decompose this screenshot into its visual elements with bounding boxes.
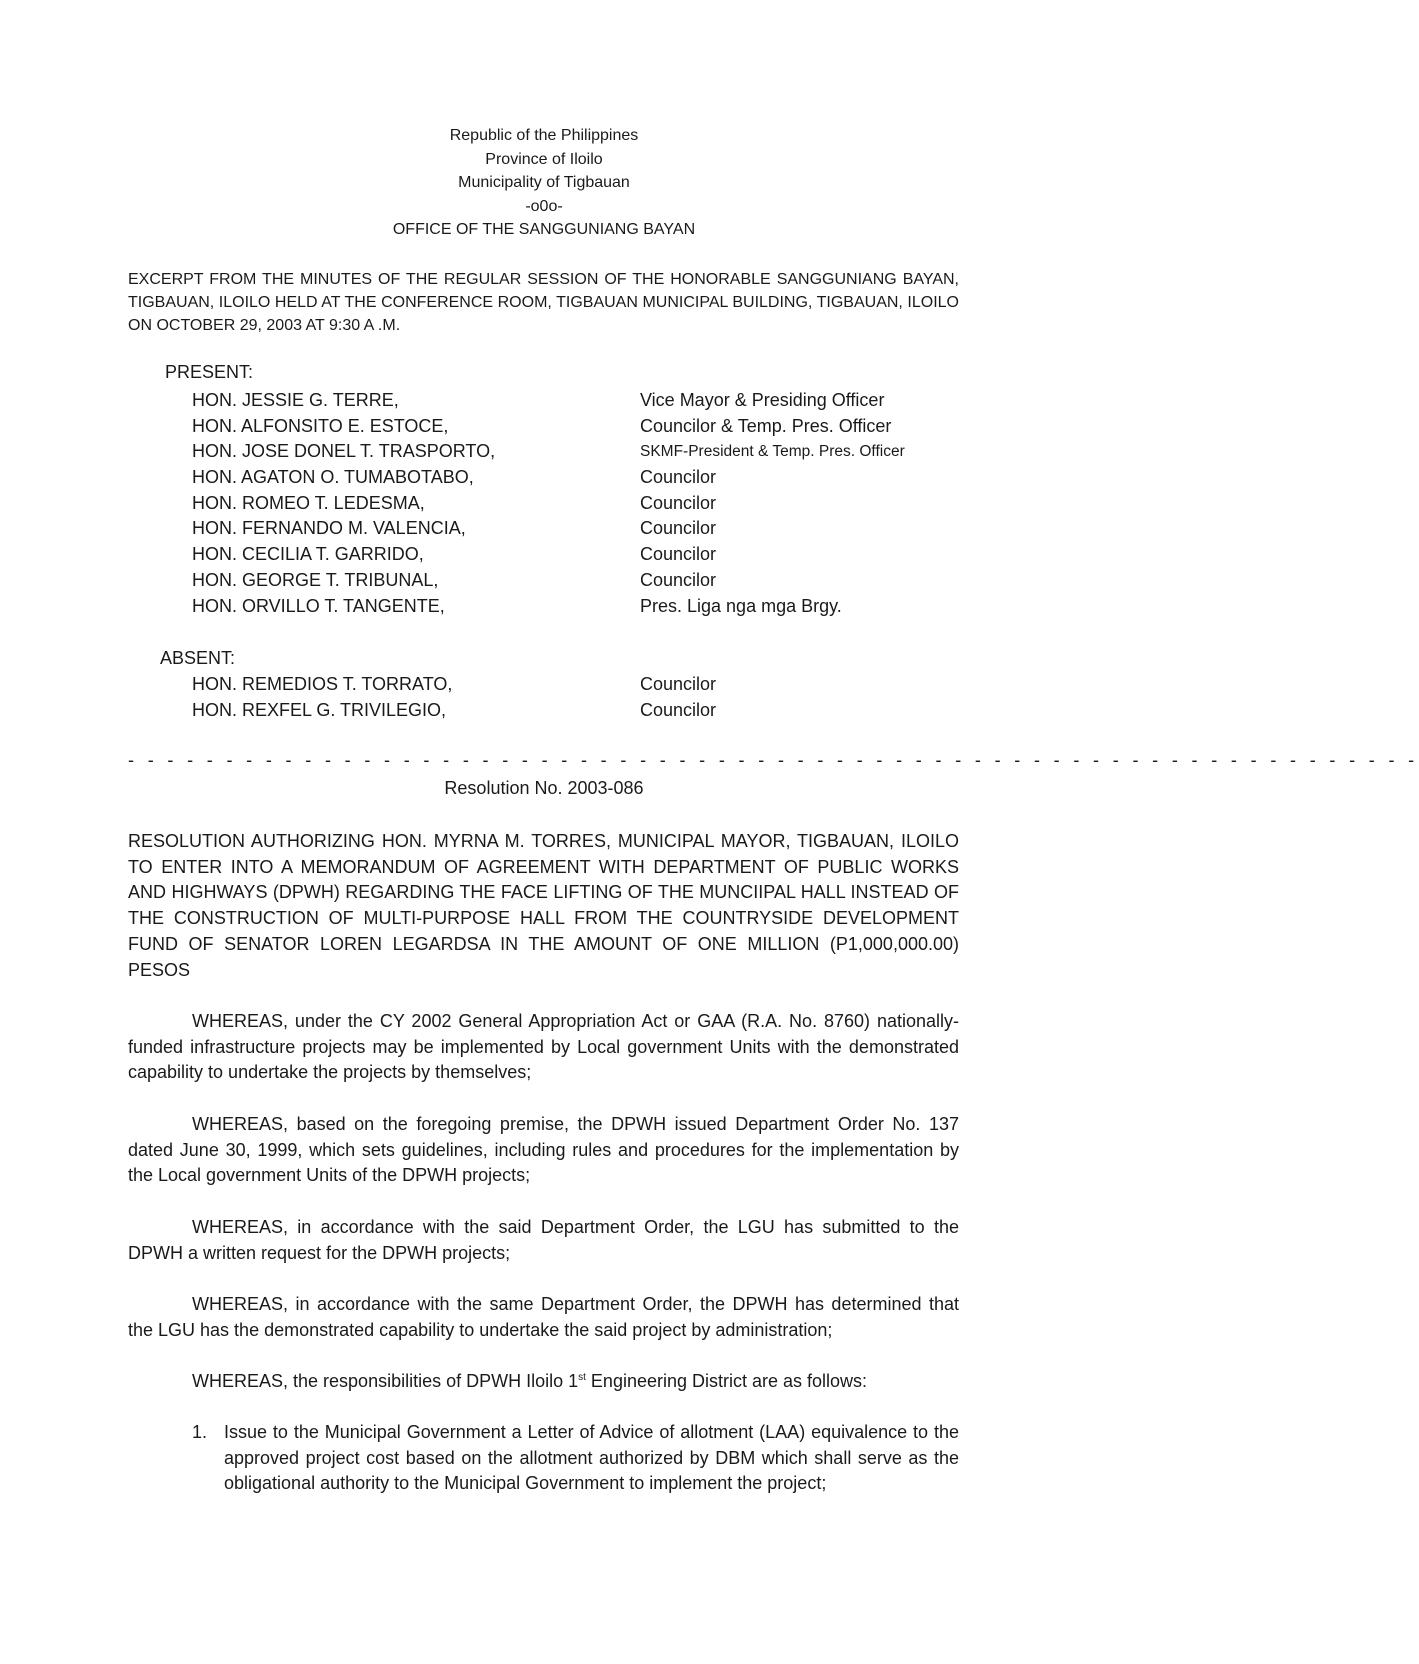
whereas-paragraph: WHEREAS, in accordance with the same Department Order, the DPWH has determined that the LGU has the demonstrated capability to undertake the said project by administration; — [128, 1294, 959, 1340]
numbered-item — [192, 1420, 959, 1497]
absent-label: ABSENT: — [160, 648, 236, 668]
dashed-separator: - - - - - - - - - - - - - - - - - - - - - - - - - - - - - - - - - - - - - - - - - - - - - - - - - - - - - - - - - - - - - - - - - - — [128, 750, 1419, 770]
present-label: PRESENT: — [165, 362, 254, 382]
item-text: Issue to the Municipal Government a Letter of Advice of allotment (LAA) equivalence to the approved project cost based on the allotment authorized by DBM which shall serve as the obligational authority to the Municipal Government to implement the project; — [224, 1422, 959, 1494]
attendee-role: Vice Mayor & Presiding Officer — [640, 390, 885, 410]
whereas-paragraph — [128, 1369, 959, 1395]
attendee-name: HON. ORVILLO T. TANGENTE, — [192, 595, 445, 616]
attendee-role: Councilor — [640, 544, 717, 565]
attendee-name: HON. JOSE DONEL T. TRASPORTO, — [192, 441, 496, 462]
attendee-row — [192, 516, 952, 542]
attendee-name: HON. ROMEO T. LEDESMA, — [192, 492, 425, 513]
attendee-name: HON. CECILIA T. GARRIDO, — [192, 544, 424, 565]
attendee-row — [192, 388, 952, 414]
attendee-row — [192, 594, 952, 620]
attendee-row — [192, 542, 952, 568]
resolution-title: RESOLUTION AUTHORIZING HON. MYRNA M. TORRES, MUNICIPAL MAYOR, TIGBAUAN, ILOILO TO ENTER INTO A MEMORANDUM OF AGREEMENT WITH DEPARTMENT OF PUBLIC WORKS AND HIGHWAYS (DPWH) REGARDING THE FACE LIFTING OF THE MUNCIIPAL HALL INSTEAD OF THE CONSTRUCTION OF MULTI-PURPOSE HALL FROM THE COUNTRYSIDE DEVELOPMENT FUND OF SENATOR LOREN LEGARDSA IN THE AMOUNT OF ONE MILLION (P1,000,000.00) PESOS — [128, 831, 959, 980]
absentee-role: Councilor — [640, 674, 717, 694]
whereas-text: WHEREAS, the responsibilities of DPWH Iloilo 1 — [192, 1371, 579, 1391]
minutes-excerpt: EXCERPT FROM THE MINUTES OF THE REGULAR SESSION OF THE HONORABLE SANGGUNIANG BAYAN, TIGBAUAN, ILOILO HELD AT THE CONFERENCE ROOM, TIGBAUAN MUNICIPAL BUILDING, TIGBAUAN, ILOILO ON OCTOBER 29, 2003 AT 9:30 A .M. — [128, 271, 959, 334]
whereas-paragraph: WHEREAS, under the CY 2002 General Appropriation Act or GAA (R.A. No. 8760) nationally-funded infrastructure projects may be implemented by Local government Units with the demonstrated capability to undertake the projects by themselves; — [128, 1011, 959, 1083]
attendee-name: HON. ALFONSITO E. ESTOCE, — [192, 415, 449, 436]
attendee-role: Councilor — [640, 569, 717, 590]
item-number: 1. — [192, 1422, 208, 1442]
attendee-name: HON. AGATON O. TUMABOTABO, — [192, 467, 474, 488]
header-province: Province of Iloilo — [485, 150, 603, 168]
attendee-name: HON. JESSIE G. TERRE, — [192, 390, 399, 410]
attendee-role: Councilor — [640, 492, 717, 513]
letterhead — [0, 124, 1088, 242]
header-municipality: Municipality of Tigbauan — [458, 174, 630, 191]
absentee-row — [192, 672, 952, 698]
absentee-role: Councilor — [640, 699, 717, 720]
absent-list — [192, 672, 952, 723]
attendee-row — [192, 414, 952, 440]
header-ornament: -o0o- — [525, 197, 563, 215]
attendee-role: Councilor — [640, 518, 717, 539]
header-republic: Republic of the Philippines — [449, 127, 639, 144]
attendee-role: SKMF-President & Temp. Pres. Officer — [640, 443, 905, 461]
attendee-row — [192, 465, 952, 491]
whereas-text-end: Engineering District are as follows: — [585, 1371, 868, 1391]
header-office: OFFICE OF THE SANGGUNIANG BAYAN — [392, 221, 696, 238]
absentee-row — [192, 698, 952, 724]
attendee-name: HON. FERNANDO M. VALENCIA, — [192, 518, 466, 539]
attendee-row — [192, 568, 952, 594]
attendee-role: Councilor & Temp. Pres. Officer — [640, 415, 892, 436]
absentee-name: HON. REMEDIOS T. TORRATO, — [192, 674, 453, 694]
present-list — [192, 388, 952, 619]
attendee-role: Pres. Liga nga mga Brgy. — [640, 595, 842, 616]
attendee-name: HON. GEORGE T. TRIBUNAL, — [192, 569, 439, 590]
absentee-name: HON. REXFEL G. TRIVILEGIO, — [192, 699, 447, 720]
attendee-role: Councilor — [640, 467, 717, 488]
resolution-number: Resolution No. 2003-086 — [444, 778, 644, 798]
whereas-paragraph: WHEREAS, in accordance with the said Department Order, the LGU has submitted to the DPWH a written request for the DPWH projects; — [128, 1217, 959, 1263]
attendee-row — [192, 491, 952, 517]
attendee-row — [192, 439, 952, 465]
whereas-paragraph: WHEREAS, based on the foregoing premise, the DPWH issued Department Order No. 137 dated June 30, 1999, which sets guidelines, including rules and procedures for the implementation by the Local government Units of the DPWH projects; — [128, 1114, 959, 1186]
ordinal-suffix: st — [578, 1372, 586, 1383]
